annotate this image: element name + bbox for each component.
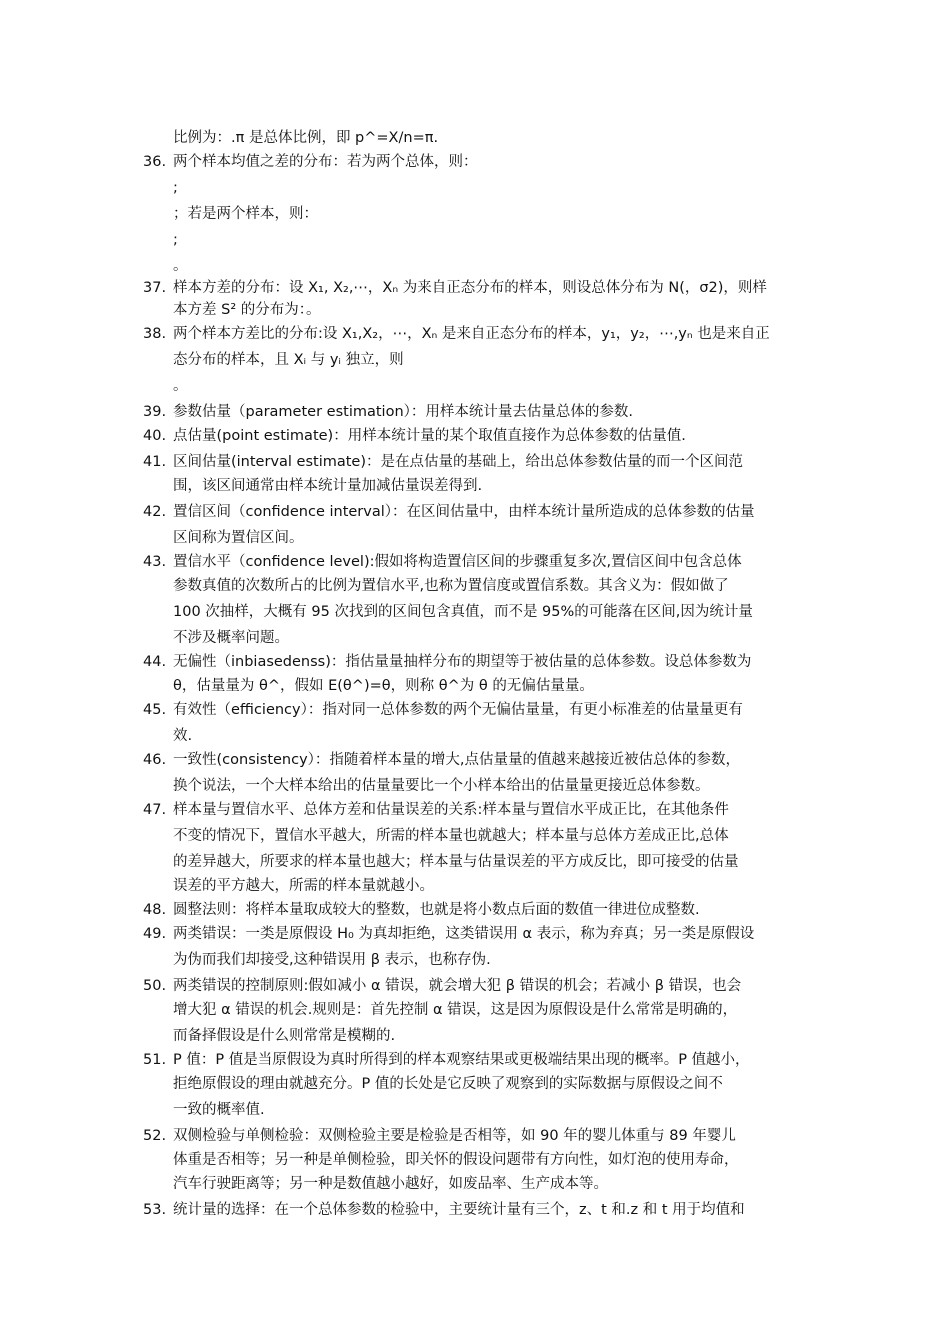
text-line: 两个样本均值之差的分布：若为两个总体，则： — [173, 154, 478, 170]
text-line: 换个说法，一个大样本给出的估量量要比一个小样本给出的估量量更接近总体参数。 — [173, 778, 710, 794]
text-line: 区间估量(interval estimate)：是在点估量的基础上，给出总体参数估量的而一个区间范 — [173, 454, 744, 470]
text-line: ; — [173, 180, 178, 196]
text-line: ; — [173, 232, 178, 248]
text-line: 围，该区间通常由样本统计量加减估量误差得到. — [173, 478, 483, 494]
text-line: 点估量(point estimate)：用样本统计量的某个取值直接作为总体参数的估量值. — [173, 428, 686, 444]
text-line: 增大犯 α 错误的机会.规则是：首先控制 α 错误，这是因为原假设是什么常常是明确的， — [173, 1002, 738, 1018]
text-line: 样本方差的分布：设 X₁, X₂,⋯，Xₙ 为来自正态分布的样本，则设总体分布为 N(，σ2)，则样 — [173, 280, 767, 296]
text-line: 样本量与置信水平、总体方差和估量误差的关系:样本量与置信水平成正比，在其他条件 — [173, 802, 729, 818]
text-line: 不涉及概率问题。 — [173, 630, 289, 646]
list-number: 46. — [143, 752, 167, 768]
text-line: 误差的平方越大，所需的样本量就越小。 — [173, 878, 434, 894]
list-number: 41. — [143, 454, 167, 470]
text-line: 不变的情况下，置信水平越大，所需的样本量也就越大；样本量与总体方差成正比,总体 — [173, 828, 729, 844]
list-number: 45. — [143, 702, 167, 718]
text-line: 有效性（efficiency）：指对同一总体参数的两个无偏估量量，有更小标准差的估量量更有 — [173, 702, 743, 718]
text-line: 而备择假设是什么则常常是模糊的. — [173, 1028, 396, 1044]
text-line: 圆整法则：将样本量取成较大的整数，也就是将小数点后面的数值一律进位成整数. — [173, 902, 700, 918]
list-number: 39. — [143, 404, 167, 420]
list-number: 48. — [143, 902, 167, 918]
text-line: 两类错误的控制原则:假如减小 α 错误，就会增大犯 β 错误的机会；若减小 β 错误，也会 — [173, 978, 742, 994]
text-line: 比例为：.π 是总体比例，即 p^=X/n=π. — [173, 130, 439, 146]
list-number: 47. — [143, 802, 167, 818]
text-line: 统计量的选择：在一个总体参数的检验中，主要统计量有三个，z、t 和.z 和 t 用于均值和 — [173, 1202, 745, 1218]
text-line: 的差异越大，所要求的样本量也越大；样本量与估量误差的平方成反比，即可接受的估量 — [173, 854, 739, 870]
text-line: 置信区间（confidence interval）：在区间估量中，由样本统计量所造成的总体参数的估量 — [173, 504, 755, 520]
text-line: 置信水平（confidence level):假如将构造置信区间的步骤重复多次,置信区间中包含总体 — [173, 554, 742, 570]
text-line: P 值：P 值是当原假设为真时所得到的样本观察结果或更极端结果出现的概率。P 值越小， — [173, 1052, 750, 1068]
text-line: 双侧检验与单侧检验：双侧检验主要是检验是否相等，如 90 年的婴儿体重与 89 年婴儿 — [173, 1128, 736, 1144]
text-line: 。 — [173, 378, 188, 394]
text-line: 效. — [173, 728, 193, 744]
list-number: 44. — [143, 654, 167, 670]
list-number: 38. — [143, 326, 167, 342]
list-number: 53. — [143, 1202, 167, 1218]
text-line: 两类错误：一类是原假设 H₀ 为真却拒绝，这类错误用 α 表示，称为弃真；另一类是原假设 — [173, 926, 755, 942]
text-line: 参数估量（parameter estimation）：用样本统计量去估量总体的参数. — [173, 404, 633, 420]
text-line: 参数真值的次数所占的比例为置信水平,也称为置信度或置信系数。其含义为：假如做了 — [173, 578, 729, 594]
text-line: 汽车行驶距离等；另一种是数值越小越好，如废品率、生产成本等。 — [173, 1176, 608, 1192]
list-number: 40. — [143, 428, 167, 444]
list-number: 42. — [143, 504, 167, 520]
list-number: 43. — [143, 554, 167, 570]
text-line: 体重是否相等；另一种是单侧检验，即关怀的假设问题带有方向性，如灯泡的使用寿命， — [173, 1152, 739, 1168]
text-line: 态分布的样本，且 Xᵢ 与 yᵢ 独立，则 — [173, 352, 404, 368]
text-line: 无偏性（inbiasedenss)：指估量量抽样分布的期望等于被估量的总体参数。设总体参数为 — [173, 654, 752, 670]
text-line: 拒绝原假设的理由就越充分。P 值的长处是它反映了观察到的实际数据与原假设之间不 — [173, 1076, 723, 1092]
list-number: 49. — [143, 926, 167, 942]
text-line: ；若是两个样本，则： — [173, 206, 318, 222]
text-line: 区间称为置信区间。 — [173, 530, 304, 546]
list-number: 37. — [143, 280, 167, 296]
text-line: 。 — [173, 258, 188, 274]
text-line: 本方差 S² 的分布为：。 — [173, 302, 321, 318]
list-number: 51. — [143, 1052, 167, 1068]
text-line: θ，估量量为 θ^，假如 E(θ^)=θ，则称 θ^为 θ 的无偏估量量。 — [173, 678, 594, 694]
text-line: 为伪而我们却接受,这种错误用 β 表示，也称存伪. — [173, 952, 491, 968]
text-line: 一致性(consistency）：指随着样本量的增大,点估量量的值越来越接近被估总体的参数， — [173, 752, 741, 768]
text-line: 100 次抽样，大概有 95 次找到的区间包含真值，而不是 95%的可能落在区间,因为统计量 — [173, 604, 753, 620]
text-line: 两个样本方差比的分布:设 X₁,X₂，⋯，Xₙ 是来自正态分布的样本，y₁，y₂，⋯,yₙ 也是来自正 — [173, 326, 770, 342]
list-number: 36. — [143, 154, 167, 170]
text-line: 一致的概率值. — [173, 1102, 265, 1118]
list-number: 52. — [143, 1128, 167, 1144]
list-number: 50. — [143, 978, 167, 994]
